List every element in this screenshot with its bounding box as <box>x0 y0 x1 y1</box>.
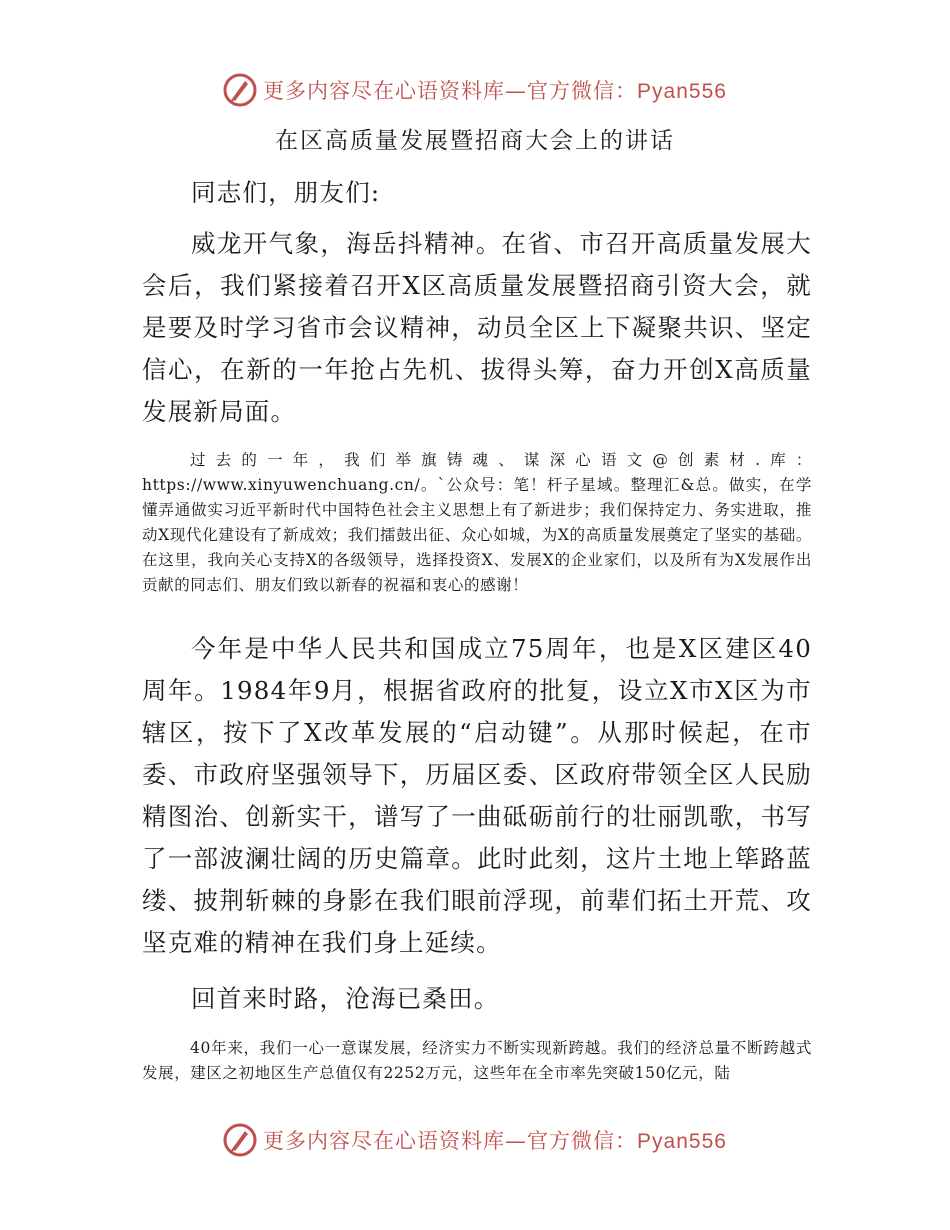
quill-logo-icon <box>223 1123 257 1157</box>
footer-banner <box>0 1120 950 1160</box>
banner-text: 更多内容尽在心语资料库—官方微信：Pyan556 <box>263 1129 727 1153</box>
banner-handle: Pyan556 <box>637 80 727 103</box>
paragraph-4: 回首来时路，沧海已桑田。 <box>191 984 500 1013</box>
quill-logo-icon <box>223 73 257 107</box>
paragraph-2: 过去的一年，我们举旗铸魂、谋深心语文@创素材.库：https://www.xinyuwenchuang.cn/。`公众号：笔！杆子星域。整理汇&总。做实，在学懂弄通做实习近平新时代中国特色社会主义思想上有了新进步；我们保持定力、务实进取，推动X现代化建设有了新成效；我们擂鼓出征、众心如城，为X的高质量发展奠定了坚实的基础。在这里，我向关心支持X的各级领导，选择投资X、发展X的企业家们，以及所有为X发展作出贡献的同志们、朋友们致以新春的祝福和衷心的感谢！ <box>142 451 812 594</box>
greeting: 同志们，朋友们: <box>191 178 381 207</box>
banner-text: 更多内容尽在心语资料库—官方微信：Pyan556 <box>263 79 727 103</box>
page-title: 在区高质量发展暨招商大会上的讲话 <box>275 128 675 154</box>
paragraph-1: 威龙开气象，海岳抖精神。在省、市召开高质量发展大会后，我们紧接着召开X区高质量发展暨招商引资大会，就是要及时学习省市会议精神，动员全区上下凝聚共识、坚定信心，在新的一年抢占先机、拔得头筹，奋力开创X高质量发展新局面。 <box>142 229 812 426</box>
paragraph-3: 今年是中华人民共和国成立75周年，也是X区建区40周年。1984年9月，根据省政府的批复，设立X市X区为市辖区，按下了X改革发展的“启动键”。从那时候起，在市委、市政府坚强领导下，历届区委、区政府带领全区人民励精图治、创新实干，谱写了一曲砥砺前行的壮丽凯歌，书写了一部波澜壮阔的历史篇章。此时此刻，这片土地上筚路蓝缕、披荆斩棘的身影在我们眼前浮现，前辈们拓土开荒、攻坚克难的精神在我们身上延续。 <box>142 634 812 957</box>
header-banner <box>0 70 950 110</box>
banner-handle: Pyan556 <box>637 1130 727 1153</box>
paragraph-5: 40年来，我们一心一意谋发展，经济实力不断实现新跨越。我们的经济总量不断跨越式发展，建区之初地区生产总值仅有2252万元，这些年在全市率先突破150亿元，陆 <box>142 1039 812 1082</box>
